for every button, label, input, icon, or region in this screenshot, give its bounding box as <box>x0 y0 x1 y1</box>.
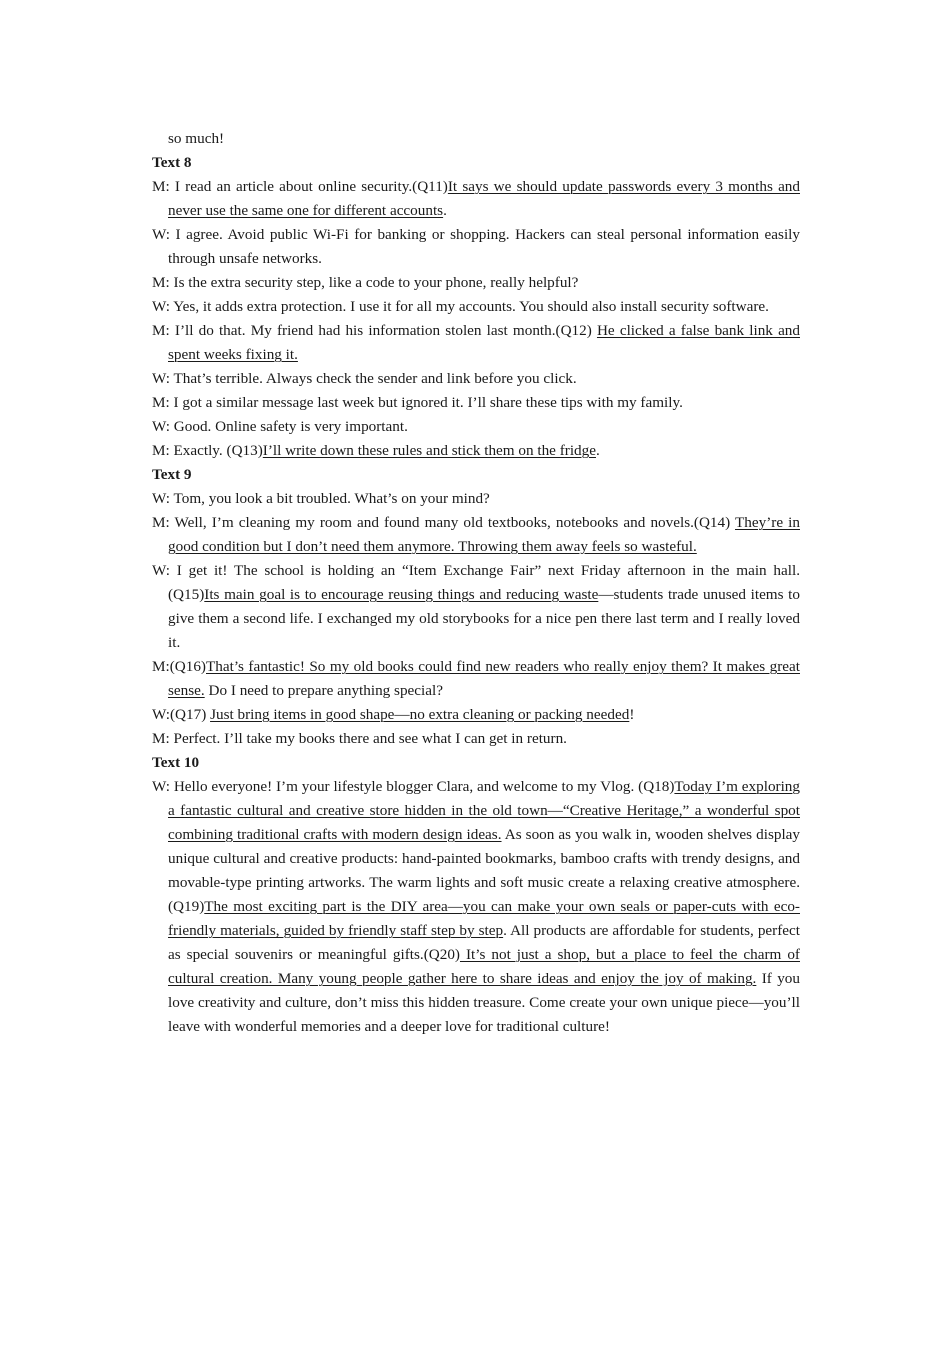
text-segment: Text 9 <box>152 466 192 483</box>
text-segment: M:(Q16) <box>152 658 206 675</box>
section-heading <box>152 463 800 487</box>
dialogue-line <box>152 175 800 223</box>
answer-underline: That’s fantastic! So my old books could find new readers who really enjoy them? It makes great sense. <box>168 658 800 699</box>
dialogue-line <box>152 559 800 655</box>
text-segment: W: Hello everyone! I’m your lifestyle blogger Clara, and welcome to my Vlog. (Q18) <box>152 778 675 795</box>
answer-underline: It says we should update passwords every 3 months and never use the same one for different accounts <box>168 178 800 219</box>
text-segment: W:(Q17) <box>152 706 211 723</box>
dialogue-line <box>152 295 800 319</box>
text-segment: W: I get it! The school is holding an “Item Exchange Fair” next Friday afternoon in the main hall. (Q15) <box>152 562 800 603</box>
text-segment: so much! <box>168 130 225 147</box>
dialogue-line <box>152 655 800 703</box>
answer-underline: Just bring items in good shape—no extra cleaning or packing needed <box>210 706 630 723</box>
text-segment: W: That’s terrible. Always check the sender and link before you click. <box>152 370 577 387</box>
text-segment: ! <box>629 706 635 723</box>
text-segment: W: Yes, it adds extra protection. I use it for all my accounts. You should also install security software. <box>152 298 769 315</box>
text-segment: M: I read an article about online security.(Q11) <box>152 178 448 195</box>
dialogue-line <box>152 775 800 1039</box>
dialogue-line <box>152 439 800 463</box>
text-segment: —students trade unused items to give them a second life. I exchanged my old storybooks for a nice pen there last term and I really loved it. <box>168 586 800 651</box>
answer-underline: The most exciting part is the DIY area—you can make your own seals or paper-cuts with eco-friendly materials, guided by friendly staff step by step <box>168 898 800 939</box>
dialogue-line <box>152 271 800 295</box>
text-segment: Text 10 <box>152 754 200 771</box>
answer-underline: I’ll write down these rules and stick them on the fridge <box>262 442 596 459</box>
dialogue-line <box>152 415 800 439</box>
answer-underline: He clicked a false bank link and spent weeks fixing it. <box>168 322 800 363</box>
answer-underline: They’re in good condition but I don’t need them anymore. Throwing them away feels so wasteful. <box>168 514 800 555</box>
text-segment: . <box>443 202 447 219</box>
text-segment: Text 8 <box>152 154 192 171</box>
dialogue-line <box>152 727 800 751</box>
transcript-body <box>152 127 800 1039</box>
dialogue-line <box>152 511 800 559</box>
text-segment: M: I’ll do that. My friend had his information stolen last month.(Q12) <box>152 322 597 339</box>
dialogue-line <box>152 487 800 511</box>
section-heading <box>152 751 800 775</box>
answer-underline: Today I’m exploring a fantastic cultural and creative store hidden in the old town—“Creative Heritage,” a wonderful spot combining traditional crafts with modern design ideas. <box>168 778 800 843</box>
dialogue-line <box>152 391 800 415</box>
answer-underline: Its main goal is to encourage reusing things and reducing waste <box>204 586 599 603</box>
text-segment: M: Perfect. I’ll take my books there and see what I can get in return. <box>152 730 567 747</box>
text-segment: W: I agree. Avoid public Wi-Fi for banking or shopping. Hackers can steal personal information easily through unsafe networks. <box>152 226 800 267</box>
text-segment: M: Well, I’m cleaning my room and found many old textbooks, notebooks and novels.(Q14) <box>152 514 736 531</box>
text-segment: . All products are affordable for students, perfect as special souvenirs or meaningful gifts.(Q20) <box>168 922 800 963</box>
text-segment: M: Is the extra security step, like a code to your phone, really helpful? <box>152 274 579 291</box>
text-segment: As soon as you walk in, wooden shelves display unique cultural and creative products: hand-painted bookmarks, bamboo crafts with trendy designs, and movable-type printing artworks. The warm lights and soft music create a relaxing creative atmosphere.(Q19) <box>168 826 801 915</box>
text-segment: W: Tom, you look a bit troubled. What’s on your mind? <box>152 490 490 507</box>
dialogue-line <box>152 223 800 271</box>
answer-underline: It’s not just a shop, but a place to feel the charm of cultural creation. Many young people gather here to share ideas and enjoy the joy of making. <box>168 946 800 987</box>
text-segment: If you love creativity and culture, don’t miss this hidden treasure. Come create your own unique piece—you’ll leave with wonderful memories and a deeper love for traditional culture! <box>168 970 800 1035</box>
text-segment: M: I got a similar message last week but ignored it. I’ll share these tips with my family. <box>152 394 683 411</box>
dialogue-continuation <box>152 127 800 151</box>
section-heading <box>152 151 800 175</box>
text-segment: Do I need to prepare anything special? <box>204 682 443 699</box>
dialogue-line <box>152 367 800 391</box>
dialogue-line <box>152 319 800 367</box>
dialogue-line <box>152 703 800 727</box>
text-segment: W: Good. Online safety is very important. <box>152 418 408 435</box>
text-segment: M: Exactly. (Q13) <box>152 442 263 459</box>
text-segment: . <box>596 442 600 459</box>
